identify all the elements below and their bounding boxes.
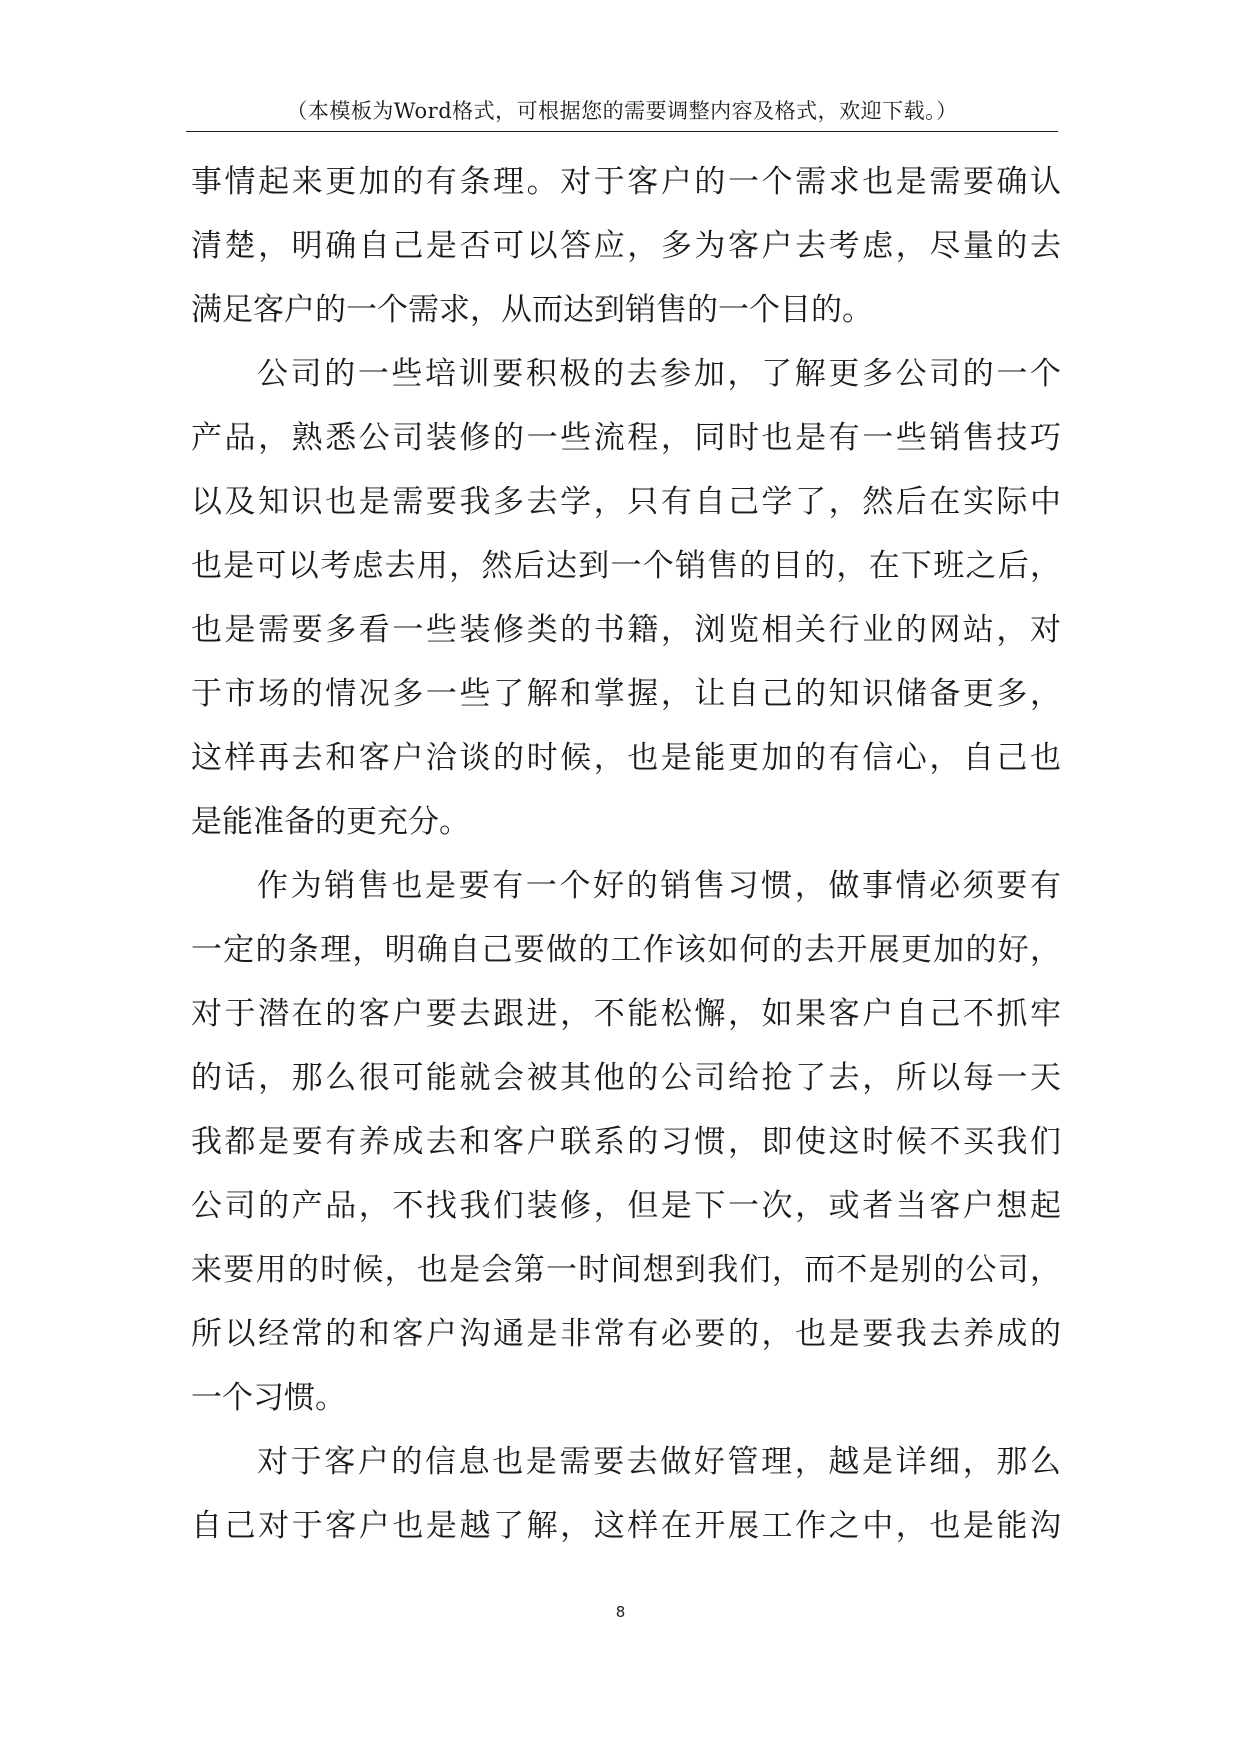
- paragraph-4: [191, 1430, 1061, 1558]
- text-line: 一个习惯。: [191, 1380, 346, 1416]
- page-number: 8: [615, 1603, 626, 1621]
- document-body: [191, 150, 1061, 1558]
- text-line: 来要用的时候，也是会第一时间想到我们，而不是别的公司，: [191, 1252, 1061, 1288]
- header-divider: [186, 131, 1058, 132]
- paragraph-3: [191, 854, 1061, 1430]
- paragraph-2: [191, 342, 1061, 854]
- text-line: 所以经常的和客户沟通是非常有必要的，也是要我去养成的: [191, 1316, 1061, 1352]
- text-line: 这样再去和客户洽谈的时候，也是能更加的有信心，自己也: [191, 740, 1061, 776]
- text-line: 以及知识也是需要我多去学，只有自己学了，然后在实际中: [191, 484, 1061, 520]
- text-line: 对于客户的信息也是需要去做好管理，越是详细，那么: [257, 1444, 1061, 1480]
- text-line: 我都是要有养成去和客户联系的习惯，即使这时候不买我们: [191, 1124, 1061, 1160]
- text-line: 也是需要多看一些装修类的书籍，浏览相关行业的网站，对: [191, 612, 1061, 648]
- text-line: 一定的条理，明确自己要做的工作该如何的去开展更加的好，: [191, 932, 1061, 968]
- page-header: （本模板为Word格式，可根据您的需要调整内容及格式，欢迎下载。）: [286, 99, 958, 123]
- text-line: 的话，那么很可能就会被其他的公司给抢了去，所以每一天: [191, 1060, 1061, 1096]
- text-line: 公司的一些培训要积极的去参加，了解更多公司的一个: [257, 356, 1061, 392]
- text-line: 是能准备的更充分。: [191, 804, 470, 840]
- text-line: 公司的产品，不找我们装修，但是下一次，或者当客户想起: [191, 1188, 1061, 1224]
- text-line: 作为销售也是要有一个好的销售习惯，做事情必须要有: [257, 868, 1061, 904]
- text-line: 于市场的情况多一些了解和掌握，让自己的知识储备更多，: [191, 676, 1061, 712]
- text-line: 也是可以考虑去用，然后达到一个销售的目的，在下班之后，: [191, 548, 1061, 584]
- text-line: 清楚，明确自己是否可以答应，多为客户去考虑，尽量的去: [191, 228, 1061, 264]
- text-line: 满足客户的一个需求，从而达到销售的一个目的。: [191, 292, 873, 328]
- paragraph-1: [191, 150, 1061, 342]
- text-line: 事情起来更加的有条理。对于客户的一个需求也是需要确认: [191, 164, 1061, 200]
- text-line: 自己对于客户也是越了解，这样在开展工作之中，也是能沟: [191, 1508, 1061, 1544]
- text-line: 产品，熟悉公司装修的一些流程，同时也是有一些销售技巧: [191, 420, 1061, 456]
- text-line: 对于潜在的客户要去跟进，不能松懈，如果客户自己不抓牢: [191, 996, 1061, 1032]
